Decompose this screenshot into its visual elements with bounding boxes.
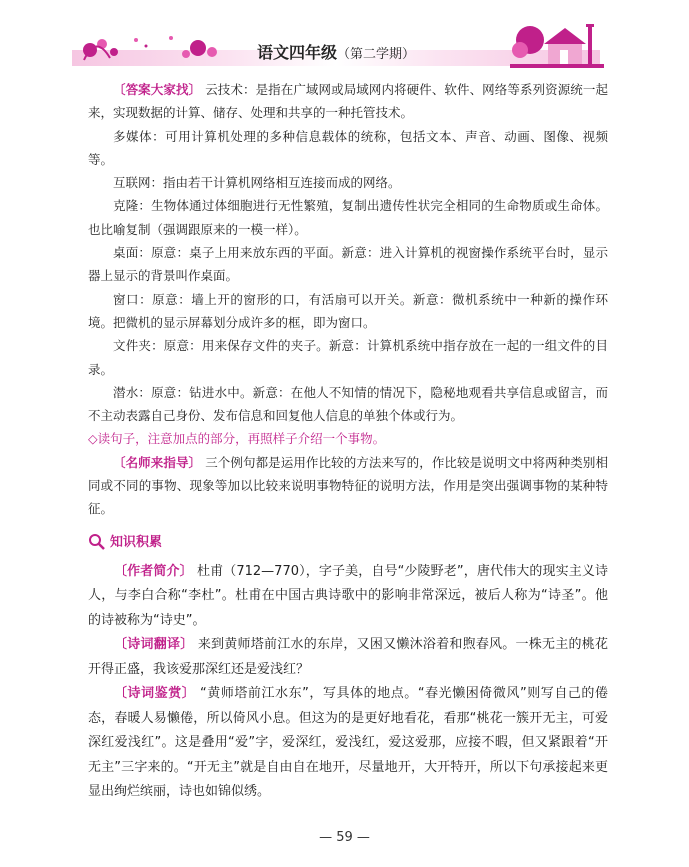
guide-tag: 〔名师来指导〕	[113, 454, 202, 470]
answer-desktop: 桌面：原意：桌子上用来放东西的平面。新意：进入计算机的视窗操作系统平台时，显示器上显示的背景叫作桌面。	[88, 245, 608, 284]
poem-appreciation: 〔诗词鉴赏〕 “黄师塔前江水东”，写具体的地点。“春光懒困倚微风”则写自己的倦态，春暖人易懒倦，所以倚风小息。但这为的是更好地看花，看那“桃花一簇开无主，可爱深红爱浅红”。这是叠用“爱”字，爱深红，爱浅红，爱这爱那，应接不暇，但又紧跟着“开无主”三字来的。“开无主”就是自由自在地开，尽量地开，大开特开，所以下句承接起来更显出绚烂缤丽，诗也如锦似绣。	[88, 686, 608, 800]
answer-multimedia: 多媒体：可用计算机处理的多种信息载体的统称，包括文本、声音、动画、图像、视频等。	[88, 128, 608, 167]
appreciation-tag: 〔诗词鉴赏〕	[114, 686, 196, 702]
knowledge-section-header	[88, 531, 608, 554]
exercise-instruction: ◇读句子，注意加点的部分，再照样子介绍一个事物。	[88, 431, 386, 447]
answer-tag: 〔答案大家找〕	[113, 82, 202, 97]
page-body	[88, 78, 608, 805]
poem-translation: 〔诗词翻译〕 来到黄师塔前江水的东岸，又困又懒沐浴着和煦春风。一株无主的桃花开得正盛，我该爱那深红还是爱浅红？	[88, 637, 608, 677]
book-title: 语文四年级	[256, 43, 337, 62]
translation-tag: 〔诗词翻译〕	[114, 637, 194, 653]
magnifier-icon	[88, 533, 106, 551]
book-subtitle: （第二学期）	[337, 47, 416, 62]
page-number: — 59 —	[319, 830, 370, 845]
answer-folder: 文件夹：原意：用来保存文件的夹子。新意：计算机系统中指存放在一起的一组文件的目录。	[88, 338, 608, 377]
answer-clone: 克隆：生物体通过体细胞进行无性繁殖，复制出遗传性状完全相同的生命物质或生命体。也比喻复制（强调跟原来的一模一样）。	[88, 198, 608, 237]
author-tag: 〔作者简介〕	[114, 563, 193, 579]
knowledge-content	[88, 560, 608, 805]
teacher-guide: 〔名师来指导〕 三个例句都是运用作比较的方法来写的，作比较是说明文中将两种类别相同或不同的事物、现象等加以比较来说明事物特征的说明方法，作用是突出强调事物的某种特征。	[88, 454, 608, 517]
decoration-house-icon	[510, 18, 604, 70]
decoration-flowers-icon	[76, 30, 226, 64]
answer-window: 窗口：原意：墙上开的窗形的口，有活扇可以开关。新意：微机系统中一种新的操作环境。把微机的显示屏幕划分成许多的框，即为窗口。	[88, 291, 608, 330]
answer-cloud: 〔答案大家找〕 云技术：是指在广域网或局域网内将硬件、软件、网络等系列资源统一起来，实现数据的计算、储存、处理和共享的一种托管技术。	[88, 82, 608, 121]
section-title: 知识积累	[110, 534, 163, 550]
answer-dive: 潜水：原意：钻进水中。新意：在他人不知情的情况下，隐秘地观看共享信息或留言，而不主动表露自己身份、发布信息和回复他人信息的单独个体或行为。	[88, 384, 608, 424]
answer-internet: 互联网：指由若干计算机网络相互连接而成的网络。	[113, 175, 401, 191]
author-intro: 〔作者简介〕 杜甫（712—770），字子美，自号“少陵野老”，唐代伟大的现实主义诗人，与李白合称“李杜”。杜甫在中国古典诗歌中的影响非常深远，被后人称为“诗圣”。他的诗被称为“诗史”。	[88, 563, 608, 628]
